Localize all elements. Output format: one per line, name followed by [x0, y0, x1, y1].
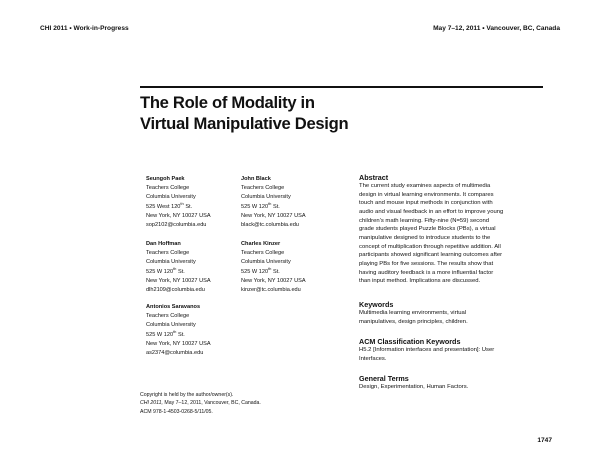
author-city: New York, NY 10027 USA [241, 212, 306, 219]
author-street: 525 W 120th St. [241, 200, 280, 210]
copyright-line-3: ACM 978-1-4503-0268-5/11/05. [140, 408, 213, 415]
author-name: Dan Hoffman [146, 241, 181, 247]
keywords-section [359, 300, 549, 326]
author-org: Teachers College [241, 250, 285, 257]
keywords-heading: Keywords [359, 300, 394, 309]
author-name: Seungoh Paek [146, 176, 185, 182]
copyright-notice [140, 391, 261, 416]
author-city: New York, NY 10027 USA [146, 277, 211, 284]
author-block-3 [146, 240, 211, 295]
author-name: John Black [241, 176, 271, 182]
running-header-right: May 7–12, 2011 • Vancouver, BC, Canada [433, 25, 560, 32]
author-block-5 [146, 303, 211, 358]
running-header-left: CHI 2011 • Work-in-Progress [40, 25, 129, 32]
copyright-line-1: Copyright is held by the author/owner(s). [140, 392, 234, 398]
author-univ: Columbia University [241, 194, 291, 201]
author-org: Teachers College [146, 250, 190, 257]
author-univ: Columbia University [146, 322, 196, 329]
author-email: dlh2109@columbia.edu [146, 287, 205, 294]
author-email: as2374@columbia.edu [146, 350, 204, 357]
paper-title [140, 92, 348, 134]
general-terms-heading: General Terms [359, 374, 409, 383]
author-email: kinzer@tc.columbia.edu [241, 287, 301, 294]
acm-text: H5.2 [Information interfaces and presentation]: User Interfaces. [359, 347, 495, 362]
acm-section [359, 337, 549, 363]
keywords-text: Multimedia learning environments, virtual manipulatives, design principles, children. [359, 310, 468, 325]
author-city: New York, NY 10027 USA [241, 277, 306, 284]
author-org: Teachers College [146, 185, 190, 192]
author-name: Charles Kinzer [241, 241, 281, 247]
general-terms-text: Design, Experimentation, Human Factors. [359, 384, 469, 390]
author-org: Teachers College [146, 313, 190, 320]
author-univ: Columbia University [146, 259, 196, 266]
author-street: 525 West 120th St. [146, 200, 193, 210]
author-block-2 [241, 175, 306, 230]
abstract-heading: Abstract [359, 173, 389, 182]
page-number: 1747 [537, 437, 552, 444]
author-name: Antonios Saravanos [146, 304, 201, 310]
abstract-text: The current study examines aspects of multimedia design in virtual learning environments. It compares touch and mouse input methods in conjunction with audio and visual feedback in an effort to improve young children’s math learning. Fifty-nine (N=59) second grade students played Puzzle Blocks (PBs), a virtual manipulative designed to introduce students to the concept of multiplication through repetitive addition. All participants showed significant learning outcomes after playing PBs for five sessions. The results show that having auditory feedback is a more influential factor than input method. Implications are discussed. [359, 183, 504, 285]
author-street: 525 W 120th St. [241, 265, 280, 275]
author-city: New York, NY 10027 USA [146, 212, 211, 219]
paper-title-line-1: The Role of Modality in [140, 93, 315, 112]
author-univ: Columbia University [146, 194, 196, 201]
author-email: black@tc.columbia.edu [241, 222, 299, 229]
author-org: Teachers College [241, 185, 285, 192]
author-block-4 [241, 240, 306, 295]
abstract-section [359, 173, 549, 286]
author-street: 525 W 120th St. [146, 265, 185, 275]
author-city: New York, NY 10027 USA [146, 340, 211, 347]
paper-title-line-2: Virtual Manipulative Design [140, 114, 349, 133]
title-rule [140, 86, 543, 88]
acm-heading: ACM Classification Keywords [359, 337, 461, 346]
author-email: sop2102@columbia.edu [146, 222, 207, 229]
general-terms-section [359, 374, 549, 392]
copyright-line-2: CHI 2011, May 7–12, 2011, Vancouver, BC, Canada. [140, 400, 261, 407]
author-street: 525 W 120th St. [146, 328, 185, 338]
author-block-1 [146, 175, 211, 230]
author-univ: Columbia University [241, 259, 291, 266]
